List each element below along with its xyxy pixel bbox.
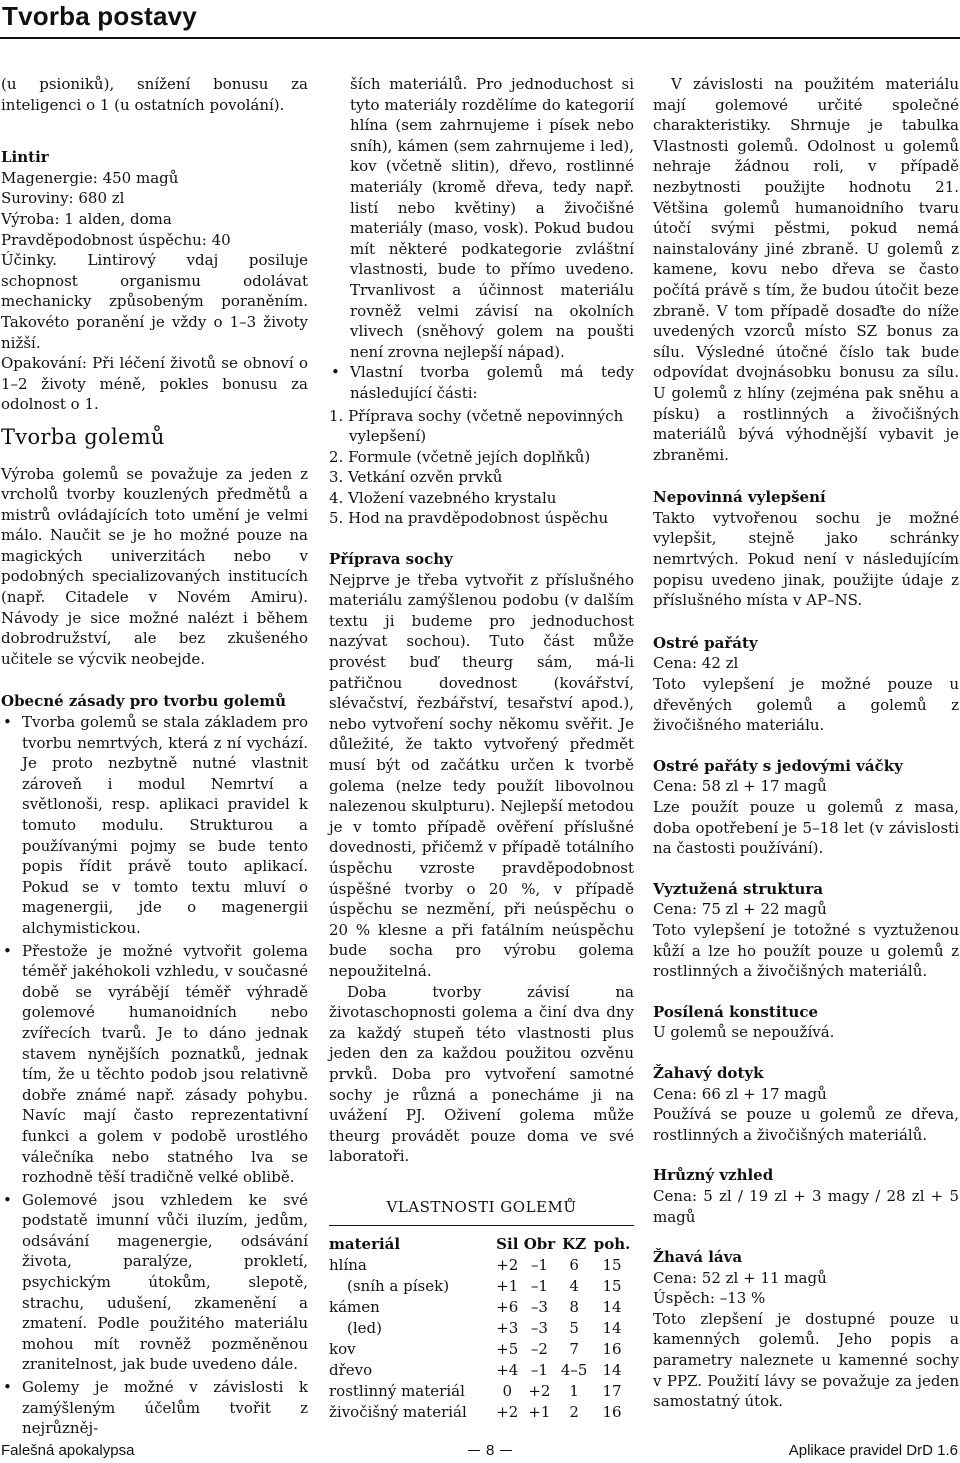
table-row [329,1318,634,1339]
footer-right: Aplikace pravidel DrD 1.6 [788,1442,958,1459]
lintir-block [1,147,308,415]
list-item: 5. Hod na pravděpodobnost úspěchu [329,509,609,528]
page-number [462,1442,518,1459]
upgrade-item [653,633,959,736]
table-header: Obr [523,1235,556,1254]
table-title: VLASTNOSTI GOLEMŮ [386,1197,577,1216]
table-cell: +2 [528,1382,551,1401]
upgrade-line: Cena: 52 zl + 11 magů [653,1268,827,1287]
lintir-repeat: Opakování: Při léčení životů se obnoví o 1–2 životy méně, pokles bonusu za odolnost o 1. [1,354,308,414]
dash-left [468,1450,480,1452]
table-cell: 15 [602,1256,622,1275]
upgrade-item [653,1247,959,1412]
upgrade-name: Hrůzný vzhled [653,1166,774,1185]
table-cell: +1 [496,1277,519,1296]
page-footer [0,1438,960,1463]
table-row [329,1402,634,1423]
upgrade-line: Cena: 66 zl + 17 magů [653,1084,827,1103]
golem-properties-table [329,1234,634,1423]
table-cell: 14 [602,1298,622,1317]
table-row [329,1276,634,1297]
table-row [329,1381,634,1402]
table-cell: 6 [569,1256,579,1275]
list-item: • Přestože je možné vytvořit golema téměř jakéhokoli vzhledu, v současné době se vyrábějí téměř výhradě golemové humanoidních nebo zvířecích tvarů. Je to dáno jednak stavem nynějších poznatků, jednak tím, že u těchto podob jsou relativně dobře známé např. zásady pohybu. Navíc mají často reprezentativní funkci a golem v podobě urostlého válečníka nebo statného lva se rozhodně těší tradičně velké oblibě. [1,941,308,1188]
table-cell: +5 [496,1340,519,1359]
table-cell: 4–5 [560,1361,588,1380]
column-2 [329,74,634,1423]
upgrade-line: Úspěch: –13 % [653,1289,766,1308]
table-cell: 4 [569,1277,579,1296]
upgrade-text: Toto zlepšení je dostupné pouze u kamenných golemů. Jeho popis a parametry naleznete u kamenné sochy v PPZ. Použití lávy se považuje za jeden samostatný útok. [653,1309,959,1411]
table-cell: –1 [530,1256,548,1275]
upgrade-name: Ostré pařáty [653,633,758,652]
table-cell: 16 [602,1403,622,1422]
table-cell: dřevo [329,1361,373,1380]
table-cell: 14 [602,1361,622,1380]
table-header: KZ [562,1235,587,1254]
upgrade-text: Používá se pouze u golemů ze dřeva, rostlinných a živočišných materiálů. [653,1105,959,1144]
page-number-value: 8 [486,1442,495,1459]
upgrade-list [653,633,959,1412]
table-cell: (led) [347,1319,382,1338]
upgrade-item [653,879,959,982]
list-item: 3. Vetkání ozvěn prvků [329,468,503,487]
golem-intro-paragraph: Výroba golemů se považuje za jeden z vrcholů tvorby kouzlených předmětů a mistrů ovládajících toto umění je velmi málo. Naučit se je ho možné pouze na magických univerzitách nebo v podobných specializovaných institucích (např. Citadele v Novém Amiru). Návody je sice možné nalézt i během dobrodružství, ale bez zkušeného učitele se výcvik neobejde. [1,464,308,668]
table-cell: 14 [602,1319,622,1338]
column-3 [653,74,959,1432]
table-header-row [329,1234,634,1255]
list-item: • Vlastní tvorba golemů má tedy následující části: [329,362,634,403]
lintir-line: Suroviny: 680 zl [1,189,125,208]
table-cell: +4 [496,1361,519,1380]
table-cell: 5 [569,1319,579,1338]
steps-list [329,406,634,530]
principles-list [1,712,308,1439]
list-item: • Golemové jsou vzhledem ke své podstatě imunní vůči iluzím, jedům, odsávání magenergie, odsávání života, paralýze, prokletí, psychickým útokům, slepotě, strachu, udušení, zkamenění a zmatení. Podle použitého materiálu mohou mít rovněž pozměněnou zranitelnost, jak bude uvedeno dále. [1,1190,308,1375]
table-cell: –1 [530,1361,548,1380]
table-cell: +3 [496,1319,519,1338]
upgrade-name: Žhavá láva [653,1248,743,1267]
upgrade-line: Cena: 58 zl + 17 magů [653,777,827,796]
table-cell: 16 [602,1340,622,1359]
list-item: • Golemy je možné v závislosti k zamýšleným účelům tvořit z nejrůzněj- [1,1377,308,1439]
table-cell: +2 [496,1403,519,1422]
lintir-line: Výroba: 1 alden, doma [1,209,172,228]
properties-paragraph: V závislosti na použitém materiálu mají golemové určité společné charakteristiky. Shrnuje je tabulka Vlastnosti golemů. Odolnost u golemů nehraje žádnou roli, v případě nezbytnosti použijte hodnotu 21. Většina golemů humanoidního tvaru útočí svými pěstmi, pokud nemá nainstalovány jiné zbraně. U golemů z kamene, kovu nebo dřeva se často počítá právě s tím, že budou útočit beze zbraně. V tom případě dosaďte do níže uvedených vzorců místo SZ bonus za sílu. Výsledné útočné číslo tak bude odpovídat dvojnásobku bonusu za sílu. U golemů z hlíny (zejména pak sněhu a písku) a rostlinných a živočišných materiálů bývá výhodnější vybavit je zbraněmi. [653,75,959,464]
optional-heading: Nepovinná vylepšení [653,488,826,507]
upgrade-item [653,1002,959,1043]
upgrade-item [653,1165,959,1227]
table-cell: živočišný materiál [329,1403,467,1422]
table-header: materiál [329,1235,401,1254]
table-cell: kámen [329,1298,380,1317]
table-cell: 15 [602,1277,622,1296]
table-cell: (sníh a písek) [347,1277,450,1296]
table-header: poh. [593,1235,631,1254]
page-title: Tvorba postavy [2,1,197,31]
list-item: • Tvorba golemů se stala základem pro tvorbu nemrtvých, která z ní vychází. Je proto nezbytně nutné vlastnit zároveň i modul Nemrtví a světlonoši, resp. aplikaci pravidel k tomuto modulu. Strukturou a používanými pojmy se bude tento popis řídit právě touto aplikací. Pokud se v tomto textu mluví o magenergii, jde o magenergii alchymistickou. [1,712,308,939]
table-rule [329,1225,634,1226]
table-cell: –3 [530,1298,548,1317]
prep-heading: Příprava sochy [329,550,453,569]
upgrade-line: Cena: 75 zl + 22 magů [653,900,827,919]
list-item: 2. Formule (včetně jejích doplňků) [329,447,591,466]
table-cell: –2 [530,1340,548,1359]
table-cell: –1 [530,1277,548,1296]
table-cell: –3 [530,1319,548,1338]
materials-paragraph: ších materiálů. Pro jednoduchost si tyto materiály rozdělíme do kategorií hlína (sem zahrnujeme i písek nebo sníh), kámen (sem zahrnujeme i led), kov (včetně slitin), dřevo, rostlinné materiály (kromě dřeva, tedy např. listí nebo květiny) a živočišné materiály (maso, vosk). Pokud budou mít některé podkategorie zvláštní vlastnosti, bude to přímo uvedeno. Trvanlivost a účinnost materiálu rovněž velmi závisí na okolních vlivech (sněhový golem na poušti není zrovna nejlepší nápad). [350,75,634,361]
table-row [329,1339,634,1360]
table-cell: 8 [569,1298,579,1317]
lintir-line: Magenergie: 450 magů [1,168,179,187]
header-rule [0,37,960,39]
upgrade-text: Lze použít pouze u golemů z masa, doba opotřebení je 5–18 let (v závislosti na častosti používání). [653,798,959,858]
footer-left: Falešná apokalypsa [1,1442,135,1459]
upgrade-text: Toto vylepšení je možné pouze u dřevěných golemů a golemů z živočišného materiálu. [653,675,959,735]
table-cell: 2 [569,1403,579,1422]
table-cell: +6 [496,1298,519,1317]
table-cell: 7 [569,1340,579,1359]
upgrade-item [653,1063,959,1145]
dash-right [500,1450,512,1452]
list-item: 1. Příprava sochy (včetně nepovinných vylepšení) [329,406,624,446]
upgrade-text: Cena: 5 zl / 19 zl + 3 magy / 28 zl + 5 magů [653,1186,959,1226]
upgrade-text: Toto vylepšení je totožné s vyztuženou kůží a lze ho použít pouze u golemů z rostlinných a živočišných materiálů. [653,920,959,981]
table-header: Sil [496,1235,519,1254]
table-row [329,1297,634,1318]
table-row [329,1360,634,1381]
prep-paragraph: Nejprve je třeba vytvořit z příslušného materiálu zamýšlenou podobu (v dalším textu ji budeme pro jednoduchost nazývat sochou). Tuto část může provést buď theurg sám, má-li patřičnou dovednost (kovářství, slévačství, řezbářství, tesařství apod.), nebo vytvoření sochy někomu svěřit. Je důležité, že takto vytvořený předmět musí být od začátku určen k tvorbě golema (nelze tedy použít libovolnou nalezenou skulpturu). Nejlepší metodou je v tomto případě ověření příslušné dovednosti, přičemž v případě totálního úspěchu vzroste pravděpodobnost úspěšné tvorby o 20 %, v případě úspěchu se nezmění, při neúspěchu o 20 % klesne a při fatálním neúspěchu bude socha pro výrobu golema nepoužitelná. [329,570,634,980]
parts-list [329,362,634,403]
table-cell: 1 [569,1382,579,1401]
section-heading-golems: Tvorba golemů [1,424,165,449]
column-1 [1,74,308,1449]
table-cell: hlína [329,1256,367,1275]
optional-paragraph: Takto vytvořenou sochu je možné vylepšit, stejně jako schránky nemrtvých. Pokud není v následujícím popisu uvedeno jinak, použijte údaje z příslušného místa v AP–NS. [653,508,959,610]
upgrade-item [653,756,959,859]
time-paragraph: Doba tvorby závisí na životaschopnosti golema a činí dva dny za každý stupeň této vlastnosti plus jeden den za každou použitou ozvěnu prvků. Doba pro vytvoření samotné sochy je různá a ponecháme ji na uvážení PJ. Oživení golema může theurg provádět pouze doma ve své laboratoři. [329,982,634,1166]
upgrade-text: U golemů se nepoužívá. [653,1023,835,1042]
principles-heading: Obecné zásady pro tvorbu golemů [1,692,287,711]
table-cell: 0 [502,1382,513,1401]
table-cell: kov [329,1340,356,1359]
lintir-effect: Účinky. Lintirový vdaj posiluje schopnost organismu odolávat mechanicky způsobeným poraněním. Takovéto poranění je vždy o 1–3 životy nižší. [1,251,308,352]
table-cell: +1 [528,1403,551,1422]
upgrade-name: Ostré pařáty s jedovými váčky [653,756,903,775]
list-item: 4. Vložení vazebného krystalu [329,488,557,507]
table-row [329,1255,634,1276]
table-cell: rostlinný materiál [329,1382,465,1401]
upgrade-name: Žahavý dotyk [653,1063,764,1082]
table-cell: +2 [496,1256,519,1275]
lintir-name: Lintir [1,148,49,167]
lintir-line: Pravděpodobnost úspěchu: 40 [1,230,231,249]
page-header [0,0,960,40]
table-cell: 17 [602,1382,622,1401]
intro-paragraph: (u psioniků), snížení bonusu za inteligenci o 1 (u ostatních povolání). [1,75,308,114]
upgrade-name: Vyztužená struktura [653,879,824,898]
upgrade-name: Posílená konstituce [653,1002,818,1021]
upgrade-line: Cena: 42 zl [653,654,739,673]
